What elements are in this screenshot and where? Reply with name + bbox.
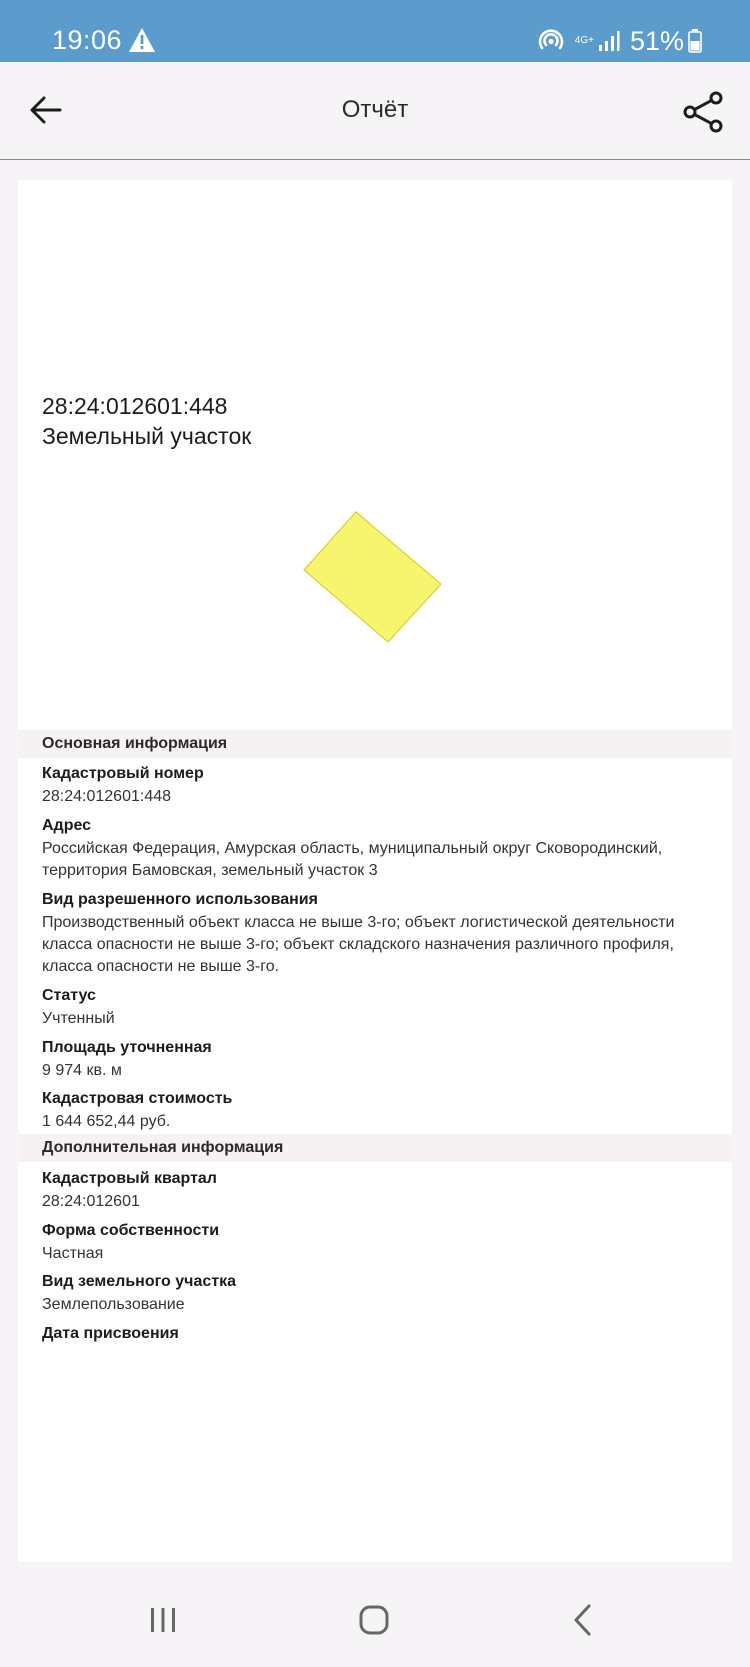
nav-back-icon[interactable] [563,1600,603,1640]
parcel-polygon [303,510,443,644]
warning-icon [128,27,156,53]
status-bar [0,0,750,62]
status-time: 19:06 [52,25,123,55]
field-value: 9 974 кв. м [42,1062,122,1079]
field-assignment-date [42,1323,712,1346]
parcel-map[interactable] [18,180,732,725]
recent-apps-icon[interactable] [143,1600,183,1640]
field-value: Российская Федерация, Амурская область, муниципальный округ Сковородинский, территория Бамовская, земельный участок 3 [42,840,663,879]
field-label: Статус [42,987,96,1004]
system-nav-bar [0,1580,750,1667]
field-label: Форма собственности [42,1222,220,1239]
home-icon[interactable] [354,1600,394,1640]
section-extra-info: Дополнительная информация [18,1134,732,1162]
field-value: 28:24:012601:448 [42,788,172,805]
field-value: Частная [42,1245,104,1262]
field-label: Площадь уточненная [42,1039,212,1056]
field-label: Кадастровая стоимость [42,1090,233,1107]
signal-icon [598,30,620,52]
field-permitted-use [42,889,712,978]
report-card [18,180,732,1562]
field-ownership-form [42,1220,712,1265]
field-address [42,815,712,882]
field-cadastral-value [42,1088,712,1133]
field-label: Кадастровый номер [42,765,204,782]
field-status [42,985,712,1030]
status-indicators [537,26,702,56]
field-parcel-kind [42,1271,712,1316]
field-label: Адрес [42,817,92,834]
field-value: Учтенный [42,1010,115,1027]
network-type: 4G+ [574,35,594,46]
battery-percent: 51% [629,25,684,56]
app-bar [0,62,750,160]
field-value: Производственный объект класса не выше 3-го; объект логистической деятельности класса опасности не выше 3-го; объект складского назначения различного профиля, класса опасности не выше 3-го. [42,914,675,975]
share-icon[interactable] [682,90,724,134]
field-cadastral-quarter [42,1168,712,1213]
field-label: Вид разрешенного использования [42,891,318,908]
field-value: Землепользование [42,1296,185,1313]
field-value: 28:24:012601 [42,1193,140,1210]
field-value: 1 644 652,44 руб. [42,1113,171,1130]
field-cadastral-number [42,763,712,808]
section-main-info: Основная информация [18,730,732,758]
hotspot-icon [537,27,565,55]
parcel-type: Земельный участок [42,423,252,449]
field-area [42,1037,712,1082]
parcel-number: 28:24:012601:448 [42,393,228,419]
field-label: Кадастровый квартал [42,1170,217,1187]
field-label: Вид земельного участка [42,1273,236,1290]
page-title: Отчёт [341,96,409,123]
field-label: Дата присвоения [42,1325,179,1342]
battery-icon [688,29,702,53]
